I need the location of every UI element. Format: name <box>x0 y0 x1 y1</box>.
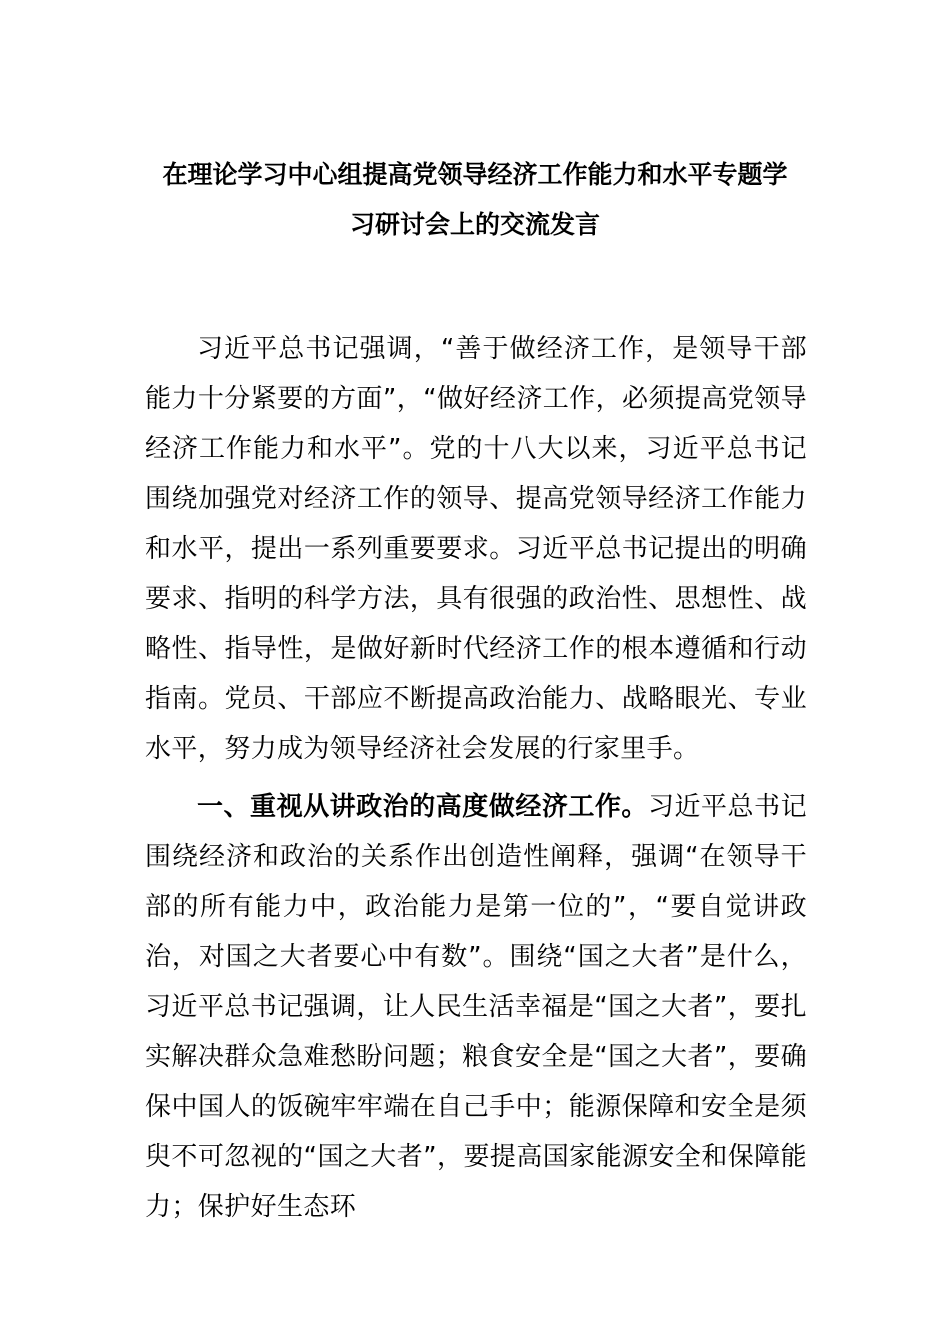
paragraph-text: 习近平总书记强调，“善于做经济工作，是领导干部能力十分紧要的方面”，“做好经济工作，必须提高党领导经济工作能力和水平”。党的十八大以来，习近平总书记围绕加强党对经济工作的领导、提高党领导经济工作能力和水平，提出一系列重要要求。习近平总书记提出的明确要求、指明的科学方法，具有很强的政治性、思想性、战略性、指导性，是做好新时代经济工作的根本遵循和行动指南。党员、干部应不断提高政治能力、战略眼光、专业水平，努力成为领导经济社会发展的行家里手。 <box>145 334 807 764</box>
document-title <box>145 150 805 250</box>
section-heading: 一、重视从讲政治的高度做经济工作。 <box>197 792 648 822</box>
title-line-1: 在理论学习中心组提高党领导经济工作能力和水平专题学 <box>162 160 788 189</box>
paragraph-intro <box>145 324 807 774</box>
document-body <box>145 324 807 1232</box>
paragraph-text: 习近平总书记围绕经济和政治的关系作出创造性阐释，强调“在领导干部的所有能力中，政治能力是第一位的”，“要自觉讲政治，对国之大者要心中有数”。围绕“国之大者”是什么，习近平总书记强调，让人民生活幸福是“国之大者”，要扎实解决群众急难愁盼问题；粮食安全是“国之大者”，要确保中国人的饭碗牢牢端在自己手中；能源保障和安全是须臾不可忽视的“国之大者”，要提高国家能源安全和保障能力；保护好生态环 <box>145 792 807 1222</box>
paragraph-section-1 <box>145 782 807 1232</box>
title-line-2: 习研讨会上的交流发言 <box>349 210 600 239</box>
